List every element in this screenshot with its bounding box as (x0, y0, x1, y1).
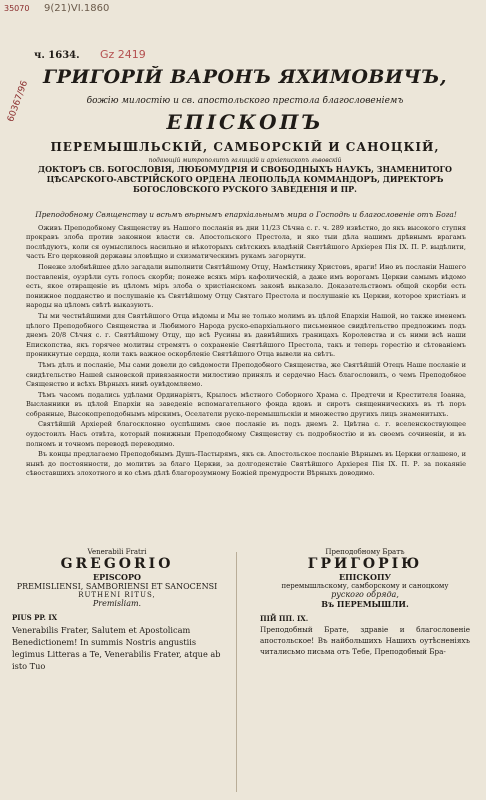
latin-city: Premisliam. (92, 599, 142, 608)
latin-name: GREGORIO (60, 556, 174, 572)
slavonic-pius: ПІЙ ПП. IX. (260, 614, 309, 623)
paragraph: Ты ми честнѣйшими для Святѣйшого Отца вѣдомы и Мы не только молимъ въ цѣлой Епархіи Нашой, но также именемъ цѣлого Преподобного Священства и Любимого Народа руско-епархіального письменное свидѣтельство предложимъ подъ днемъ 20/8 Сѣчня с. г. Святѣйшому Отцу, що всѣ Русины въ давнѣйшихъ границахъ Королевства и съ ними всѣ наши Епископства, якъ горячее молитвы стремятъ о сохраненіе Святѣйшого Престола, такъ и теперь горестію и сѣтованіемъ проникнутые сердца, коли такъ важное оскорбленіе Святѣйшого Отца вывели на свѣтъ. (26, 311, 466, 359)
slavonic-sees: перемышльскому, самборскому и саноцкому (281, 582, 449, 590)
small-line: подающій митрополитъ галицкій и архіепископъ львовскій (148, 157, 342, 164)
title-episcop: ЕПІСКОПЪ (166, 110, 324, 134)
document-number: ч. 1634. (34, 50, 80, 61)
column-divider (236, 552, 237, 792)
slavonic-to: Преподобному Братъ (325, 548, 405, 556)
slavonic-text: Преподобный Брате, здравіе и благословеніе апостольское! Въ найбольшихъ Нашихъ оутѣсненіяхъ читалисьмо письма отъ Тебе, Преподобный Бра- (260, 625, 470, 656)
latin-column (12, 548, 222, 792)
paragraph: Понеже злобнѣйшее дѣло загадали выполнити Святѣйшому Отцу, Намѣстнику Христовъ, враги! Ино въ посланіи Нашего поставленія, оузрѣли суть голосъ скорби; понеже всякъ міръ кафолическій, а даже имъ ворогамъ Церкви самымъ вѣдомо есть, якое отвращеніе въ цѣломъ міръ злоба о христіанскомъ законѣ выказало. Доказательствомъ общой скорби есть понижное подданство и послушаніе къ Святѣйшому Отцу Святаго Престола и послушаніе къ Церкви, которое христіанъ и народы на цѣломъ свѣтѣ выказуютъ. (26, 262, 466, 310)
slavonic-column (260, 548, 470, 792)
titles-line: ДОКТОРЪ СВ. БОГОСЛОВІЯ, ЛЮБОМУДРІЯ И СВОБОДНЫХЪ НАУКЪ, ЗНАМЕНИТОГО ЦѢСАРСКОГО-АВСТРІЙСКОГО ОРДЕНА ЛЕОПОЛЬДА КОММАНДОРЪ, ДИРЕКТОРЪ БОГОСЛОВСКОГО РУСКОГО ЗАВЕДЕНІЯ И ПР. (37, 164, 453, 194)
latin-text: Venerabilis Frater, Salutem et Apostolicam Benedictionem! In summis Nostris angustiis legimus Litteras a Te, Venerabilis Frater, atque ab isto Tuo (12, 625, 221, 671)
archive-mark: 9(21)VI.1860 (44, 3, 110, 14)
slavonic-text-block (260, 613, 470, 657)
paragraph: Въ концы предлагаемо Преподобнымъ Душъ-Пастырямъ, якъ св. Апостольское посланіе Вѣрнымъ въ Церкви оглашено, и нынѣ до постоянности, до молитвъ за благо Церкви, за долгоденствіе Святѣйшого Архіерея Пія IX. П. Р. за покаяніе сѣвоставшихъ злохотного и ко сѣмъ дѣлѣ благорозумному Божіей премудрости Вѣрныхъ доводимо. (26, 450, 466, 478)
latin-to: Venerabili Fratri (87, 548, 147, 556)
stamp-top-left: 35070 (4, 4, 30, 13)
address-line: Преподобному Священству и всѣмъ вѣрнымъ епархіальнымъ мира о Господѣ и благословеніе отъ Бога! (35, 210, 457, 219)
paragraph: Оживъ Преподобному Священству въ Нашого посланія въ дни 11/23 Сѣчна с. г. ч. 289 извѣстно, до якъ высокого ступня прокравъ злоба против законнои власти св. Апостольского Престола, и яко тыи дѣла нашимъ дрѣвнымъ врагамъ послѣдуютъ, коли ся оумыслилось насильно и нѣкоторыхъ свѣтскихъ владѣній Святѣйшого Архіерея Пія IX. П. Р. выдѣлити, часть Его церковной державы зловѣщно и схизматическимъ рукамъ загорнути. (26, 223, 466, 261)
slavonic-role: ЕПІСКОПУ (338, 572, 392, 582)
latin-pius: PIUS PP. IX (12, 613, 58, 622)
bishop-name: ГРИГОРІЙ ВАРОНЪ ЯХИМОВИЧЪ, (42, 66, 448, 88)
margin-stamp: 60367/96 (6, 79, 31, 124)
letter-body (26, 210, 466, 540)
slavonic-rite: руского обряда, (331, 590, 399, 599)
slavonic-city: Въ ПЕРЕМЫШЛИ. (321, 599, 409, 609)
slavonic-name: ГРИГОРІЮ (307, 556, 423, 572)
paragraph: Святѣйшій Архіерей благосклонно оуспѣшимъ свое посланіе въ подъ днемъ 2. Цвѣтна с. г. вселенскоствующее оудостоилъ Насъ отвѣта, который понижныи Преподобному Священству съ подробностію и въ своемъ сочиненіи, и въ полномъ и точномъ переводѣ переводимо. (26, 420, 466, 448)
grace-line: божію милостію и св. апостольского престола благословеніемъ (86, 96, 404, 106)
latin-text-block (12, 612, 222, 672)
latin-rite: RUTHENI RITUS, (78, 591, 156, 599)
latin-sees: PREMISLIENSI, SAMBORIENSI ET SANOCENSI (16, 582, 218, 591)
paragraph: Тѣмъ часомъ подались удѣлами Ординаріятъ, Крылосъ мѣстного Соборного Храма с. Предтечи и Крестителя Іоанна, Высланники въ цѣлой Епархіи на заведеніе вспомагательного фонда вдовъ и сиротъ священническихъ въ тѣ поръ собранные, Высокопреподобнымъ мірскимъ, Оселатели руско-перемышльскіи и множество другихъ лицъ знаменитыхъ. (26, 390, 466, 418)
latin-role: EPISCOPO (93, 572, 141, 582)
dioceses-line: ПЕРЕМЫШЛЬСКІЙ, САМБОРСКІЙ И САНОЦКІЙ, (50, 140, 440, 154)
paragraph: Тѣмъ дѣлъ и посланіе, Мы сами довели до свѣдомости Преподобного Священства, же Святѣйшій Отецъ Наше посланіе и свидѣтельство Нашей сыновской привязанности милостиво принялъ и сердечно Насъ благословилъ, о чемъ Преподобное Священство и всѣхъ Вѣрныхъ нинѣ оувѣдомляемо. (26, 360, 466, 389)
handwritten-number: Gz 2419 (100, 48, 146, 61)
